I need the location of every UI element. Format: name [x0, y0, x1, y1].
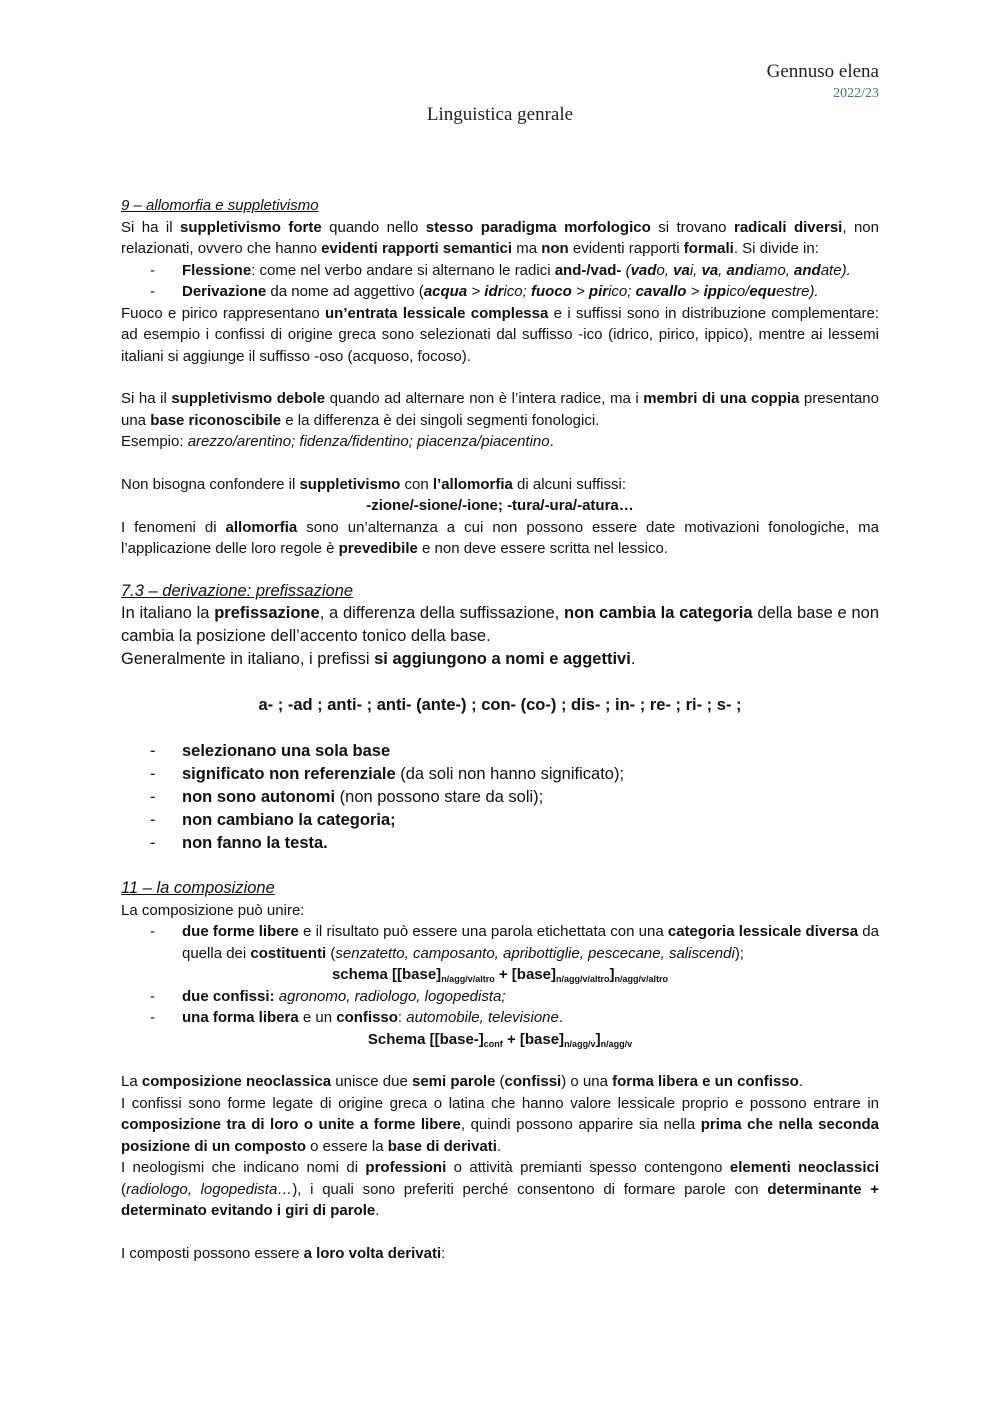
- list-item: - Flessione: come nel verbo andare si alternano le radici and-/vad- (vado, vai, va, andiamo, andate).: [121, 260, 879, 282]
- list-item: - non sono autonomi (non possono stare da soli);: [121, 786, 879, 809]
- section-heading-prefissazione: 7.3 – derivazione: prefissazione: [121, 581, 354, 600]
- paragraph-composizione-neoclassica: La composizione neoclassica unisce due semi parole (confissi) o una forma libera e un confisso.: [121, 1073, 803, 1090]
- paragraph-esempio: Esempio: arezzo/arentino; fidenza/fidentino; piacenza/piacentino.: [121, 433, 554, 450]
- document-body: [121, 195, 879, 1264]
- paragraph-fuoco-pirico: Fuoco e pirico rappresentano un’entrata lessicale complessa e i suffissi sono in distribuzione complementare: ad esempio i confissi di origine greca sono selezionati dal suffisso -ico (idrico, pirico, ippico), mentre ai lessemi italiani si aggiunge il suffisso -oso (acquoso, focoso).: [121, 304, 879, 365]
- paragraph-prefissazione: In italiano la prefissazione, a differenza della suffissazione, non cambia la categoria della base e non cambia la posizione dell’accento tonico della base.: [121, 604, 880, 645]
- section-heading-allomorfia: 9 – allomorfia e suppletivismo: [121, 197, 319, 214]
- paragraph-composti-derivati: I composti possono essere a loro volta derivati:: [121, 1244, 446, 1262]
- schema-confisso: Schema [$[base-]_{conf}$ + $[base]_{n/agg/v}]_{n/agg/v}$: [367, 1030, 633, 1049]
- list-composizione: [121, 921, 879, 964]
- list-composizione-2: [121, 986, 879, 1029]
- paragraph-prefissi: Generalmente in italiano, i prefissi si aggiungono a nomi e aggettivi.: [121, 650, 636, 668]
- list-item: - non fanno la testa.: [121, 832, 879, 855]
- schema-forme-libere: schema [$[base]_{n/agg/v/altro}$ + $[base]_{n/agg/v/altro}]_{n/agg/v/altro}$: [331, 966, 669, 984]
- suffix-examples: -zione/-sione/-ione; -tura/-ura/-atura…: [366, 497, 634, 514]
- list-item: - due forme libere e il risultato può essere una parola etichettata con una categoria lessicale diversa da quella dei costituenti (senzatetto, camposanto, apribottiglie, pescecane, saliscendi);: [121, 921, 879, 964]
- list-item: - Derivazione da nome ad aggettivo (acqua > idrico; fuoco > pirico; cavallo > ippico/equestre).: [121, 281, 879, 303]
- list-item: - due confissi: agronomo, radiologo, logopedista;: [121, 986, 879, 1008]
- paragraph-allomorfia: I fenomeni di allomorfia sono un’alternanza a cui non possono essere date motivazioni fonologiche, ma l’applicazione delle loro regole è prevedibile e non deve essere scritta nel lessico.: [121, 518, 880, 557]
- academic-year: 2022/23: [833, 86, 879, 101]
- list-prefix-properties: [121, 740, 879, 855]
- paragraph-suppletivismo-forte: Si ha il suppletivismo forte quando nello stesso paradigma morfologico si trovano radicali diversi, non relazionati, ovvero che hanno evidenti rapporti semantici ma non evidenti rapporti formali. Si divide in:: [121, 218, 879, 257]
- list-item: - significato non referenziale (da soli non hanno significato);: [121, 763, 879, 786]
- prefix-list: a- ; -ad ; anti- ; anti- (ante-) ; con- (co-) ; dis- ; in- ; re- ; ri- ; s- ;: [258, 696, 742, 714]
- list-item: - selezionano una sola base: [121, 740, 879, 763]
- section-heading-composizione: 11 – la composizione: [121, 879, 275, 897]
- paragraph-allomorfia-intro: Non bisogna confondere il suppletivismo con l’allomorfia di alcuni suffissi:: [121, 475, 626, 493]
- list-suppletivismo-types: [121, 260, 879, 303]
- author-name: Gennuso elena: [766, 61, 879, 82]
- paragraph-suppletivismo-debole: Si ha il suppletivismo debole quando ad alternare non è l’intera radice, ma i membri di una coppia presentano una base riconoscibile e la differenza è dei singoli segmenti fonologici.: [121, 390, 879, 429]
- paragraph-composizione-intro: La composizione può unire:: [121, 901, 305, 919]
- paragraph-confissi: I confissi sono forme legate di origine greca o latina che hanno valore lessicale proprio e possono entrare in composizione tra di loro o unite a forme libere, quindi possono apparire sia nella prima che nella seconda posizione di un composto o essere la base di derivati.: [121, 1094, 879, 1155]
- document-title: Linguistica genrale: [426, 104, 574, 125]
- list-item: - non cambiano la categoria;: [121, 809, 879, 832]
- paragraph-neologismi: I neologismi che indicano nomi di professioni o attività premianti spesso contengono elementi neoclassici (radiologo, logopedista…), i quali sono preferiti perché consentono di formare parole con determinante + determinato evitando i giri di parole.: [121, 1159, 880, 1219]
- list-item: - una forma libera e un confisso: automobile, televisione.: [121, 1007, 879, 1029]
